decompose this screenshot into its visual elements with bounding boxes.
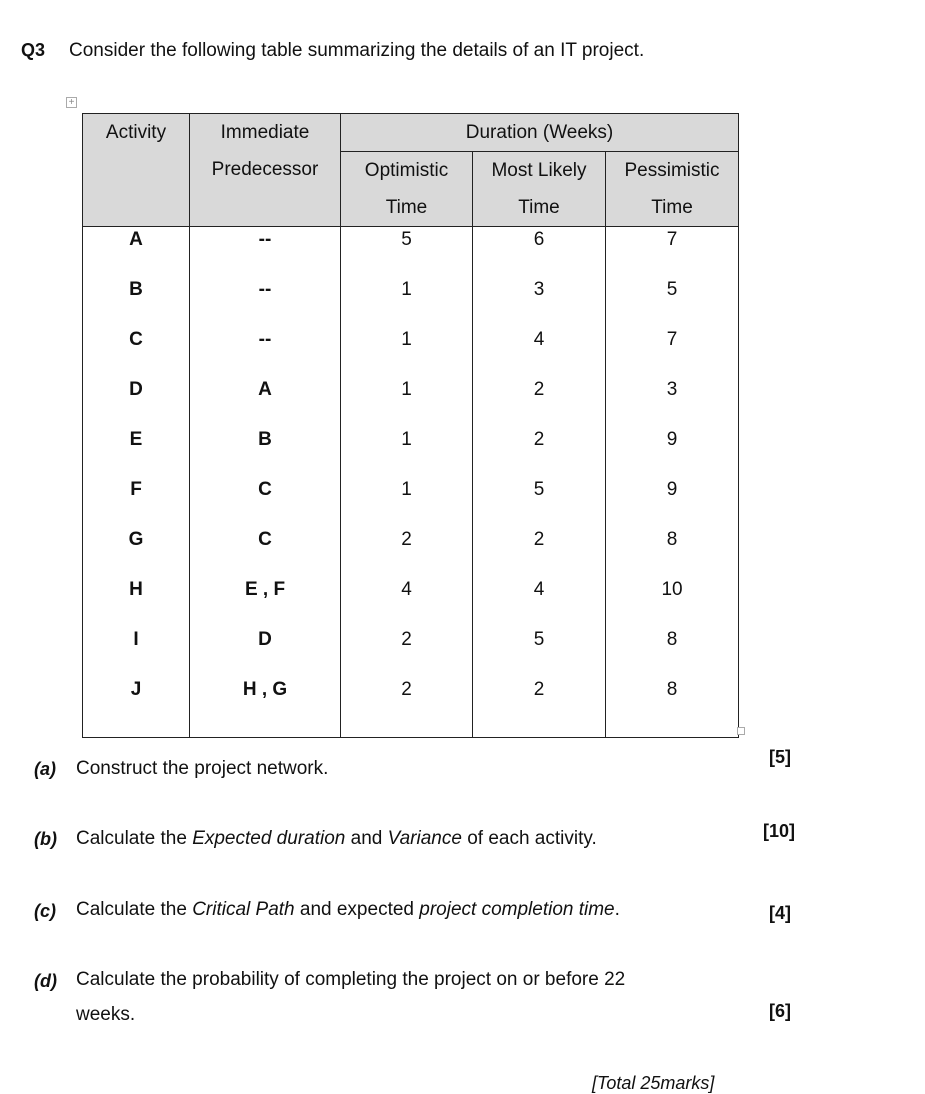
header-most-likely-time: Most Likely Time: [473, 152, 606, 227]
activity-cell: H: [83, 577, 190, 627]
most-likely-cell: 2: [473, 677, 606, 738]
pessimistic-cell: 5: [606, 277, 739, 327]
part-a-text: Construct the project network.: [76, 758, 329, 779]
variance-term: Variance: [387, 828, 462, 849]
optimistic-cell: 1: [341, 427, 473, 477]
header-immediate-predecessor: Immediate Predecessor: [190, 114, 341, 227]
critical-path-term: Critical Path: [192, 899, 295, 920]
predecessor-cell: B: [190, 427, 341, 477]
activity-cell: I: [83, 627, 190, 677]
predecessor-cell: D: [190, 627, 341, 677]
part-d-letter: (d): [34, 971, 57, 991]
most-likely-cell: 2: [473, 427, 606, 477]
part-b-text: Calculate the Expected duration and Variance of each activity.: [76, 828, 597, 849]
predecessor-cell: C: [190, 527, 341, 577]
part-c-marks: [4]: [769, 903, 791, 923]
optimistic-cell: 1: [341, 327, 473, 377]
activity-cell: C: [83, 327, 190, 377]
table-row: [83, 377, 739, 427]
part-b-letter: (b): [34, 829, 57, 849]
pessimistic-cell: 3: [606, 377, 739, 427]
most-likely-cell: 5: [473, 477, 606, 527]
pessimistic-cell: 8: [606, 677, 739, 738]
optimistic-cell: 2: [341, 677, 473, 738]
activity-cell: F: [83, 477, 190, 527]
table-row: [83, 627, 739, 677]
part-a-letter: (a): [34, 759, 56, 779]
table-row: [83, 577, 739, 627]
table-row: [83, 427, 739, 477]
most-likely-cell: 4: [473, 577, 606, 627]
activity-cell: D: [83, 377, 190, 427]
header-duration-weeks: Duration (Weeks): [341, 114, 739, 152]
optimistic-cell: 5: [341, 227, 473, 278]
activity-cell: B: [83, 277, 190, 327]
predecessor-cell: --: [190, 277, 341, 327]
optimistic-cell: 4: [341, 577, 473, 627]
optimistic-cell: 2: [341, 627, 473, 677]
table-resize-handle[interactable]: [737, 727, 745, 735]
part-d-marks: [6]: [769, 1001, 791, 1021]
table-row: [83, 327, 739, 377]
question-number: Q3: [21, 40, 46, 60]
optimistic-cell: 2: [341, 527, 473, 577]
table-row: [83, 277, 739, 327]
header-pessimistic-time: Pessimistic Time: [606, 152, 739, 227]
part-c-text: Calculate the Critical Path and expected project completion time.: [76, 899, 620, 920]
predecessor-cell: A: [190, 377, 341, 427]
header-activity: Activity: [83, 114, 190, 227]
part-c-letter: (c): [34, 901, 56, 921]
pessimistic-cell: 10: [606, 577, 739, 627]
pessimistic-cell: 8: [606, 627, 739, 677]
activity-cell: E: [83, 427, 190, 477]
header-optimistic-time: Optimistic Time: [341, 152, 473, 227]
pessimistic-cell: 7: [606, 227, 739, 278]
pessimistic-cell: 8: [606, 527, 739, 577]
pessimistic-cell: 9: [606, 427, 739, 477]
predecessor-cell: --: [190, 327, 341, 377]
pessimistic-cell: 9: [606, 477, 739, 527]
question-text: Consider the following table summarizing the details of an IT project.: [69, 40, 645, 61]
part-d-text-line1: Calculate the probability of completing the project on or before 22: [76, 969, 626, 990]
predecessor-cell: --: [190, 227, 341, 278]
most-likely-cell: 4: [473, 327, 606, 377]
most-likely-cell: 6: [473, 227, 606, 278]
activity-cell: A: [83, 227, 190, 278]
completion-time-term: project completion time: [419, 899, 615, 920]
table-row: [83, 677, 739, 738]
predecessor-cell: E , F: [190, 577, 341, 627]
part-d-text-line2: weeks.: [76, 1004, 136, 1025]
table-move-handle-icon[interactable]: +: [66, 97, 77, 108]
optimistic-cell: 1: [341, 477, 473, 527]
most-likely-cell: 2: [473, 527, 606, 577]
optimistic-cell: 1: [341, 377, 473, 427]
part-b-marks: [10]: [763, 821, 796, 841]
predecessor-cell: H , G: [190, 677, 341, 738]
part-a-marks: [5]: [769, 747, 791, 767]
table-row: [83, 527, 739, 577]
table-row: [83, 477, 739, 527]
table-row: [83, 227, 739, 278]
most-likely-cell: 5: [473, 627, 606, 677]
activity-cell: G: [83, 527, 190, 577]
activity-cell: J: [83, 677, 190, 738]
most-likely-cell: 3: [473, 277, 606, 327]
total-marks: [Total 25marks]: [592, 1073, 715, 1093]
predecessor-cell: C: [190, 477, 341, 527]
optimistic-cell: 1: [341, 277, 473, 327]
project-table: [82, 113, 739, 738]
expected-duration-term: Expected duration: [192, 828, 346, 849]
most-likely-cell: 2: [473, 377, 606, 427]
pessimistic-cell: 7: [606, 327, 739, 377]
